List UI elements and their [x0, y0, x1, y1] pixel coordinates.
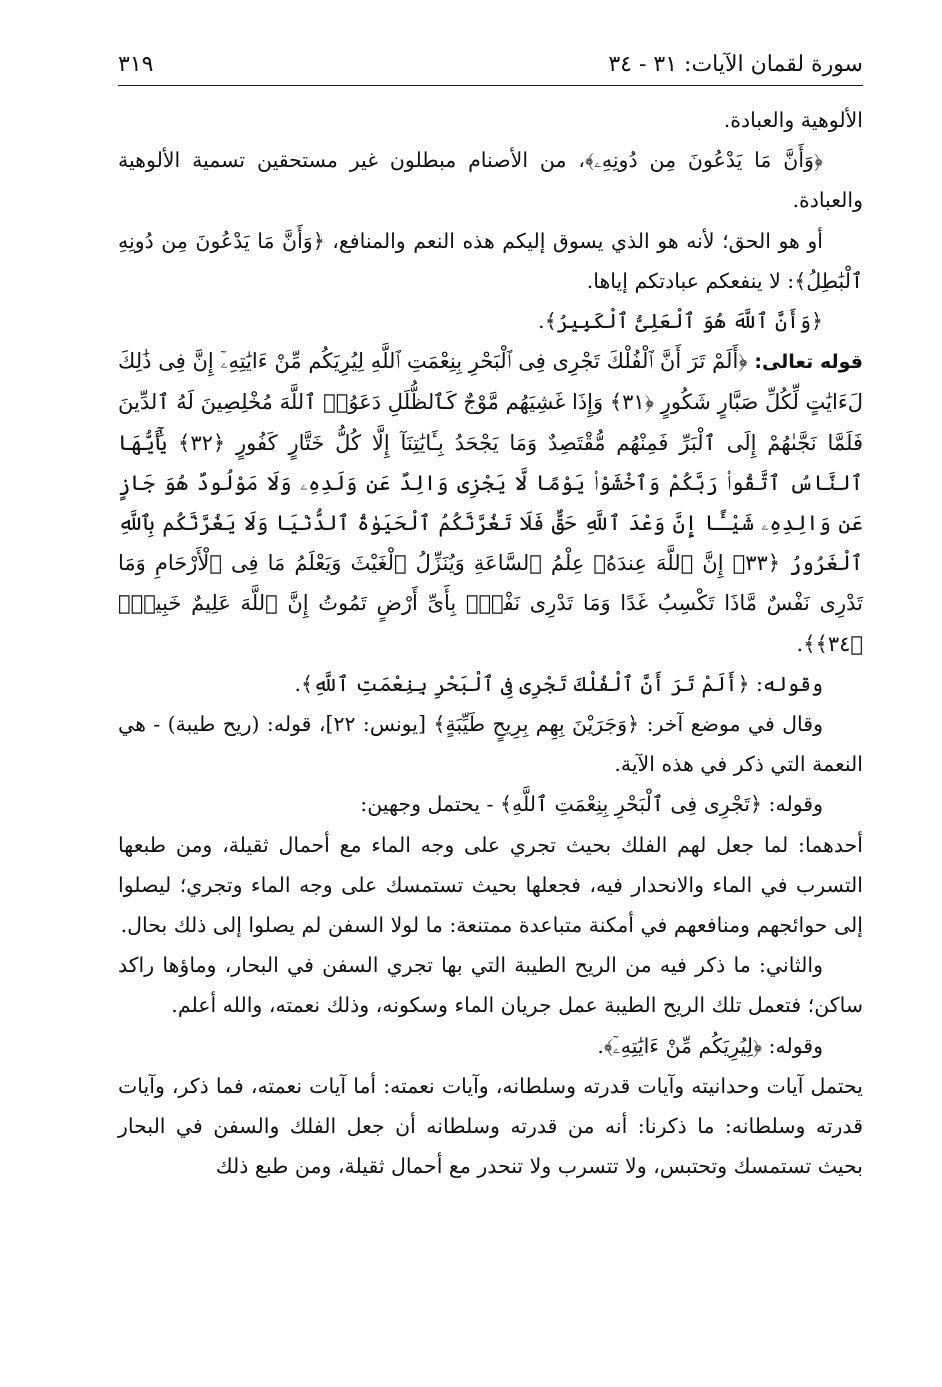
- paragraph: ﴿وَأَنَّ ٱللَّهَ هُوَ ٱلْعَلِىُّ ٱلْكَبِيرُ﴾.: [538, 309, 823, 334]
- paragraph: وقوله: ﴿تَجْرِى فِى ٱلْبَحْرِ بِنِعْمَتِ ٱللَّهِ﴾ - يحتمل وجهين:: [360, 792, 823, 817]
- verse-text: ﴿أَلَمْ تَرَ أَنَّ ٱلْفُلْكَ تَجْرِى فِى ٱلْبَحْرِ بِنِعْمَتِ ٱللَّهِ لِيُرِيَكُم مِّنْ ءَايَٰتِهِۦٓ إِنَّ فِى ذَٰلِكَ لَءَايَٰتٍ لِّكُلِّ صَبَّارٍ شَكُورٍ ﴿٣١﴾ وَإِذَا غَشِيَهُم مَّوْجٌ كَٱلظُّلَلِ دَعَوُا۟ ٱللَّهَ مُخْلِصِينَ لَهُ ٱلدِّينَ فَلَمَّا نَجَّىٰهُمْ إِلَى ٱلْبَرِّ فَمِنْهُم مُّقْتَصِدٌ وَمَا يَجْحَدُ بِـَٔايَٰتِنَآ إِلَّا كُلُّ خَتَّارٍ كَفُورٍ ﴿٣٢﴾ يَٰٓأَيُّهَا ٱلنَّاسُ ٱتَّقُوا۟ رَبَّكُمْ وَٱخْشَوْا۟ يَوْمًا لَّا يَجْزِى وَالِدٌ عَن وَلَدِهِۦ وَلَا مَوْلُودٌ هُوَ جَازٍ عَن وَالِدِهِۦ شَيْـًٔا إِنَّ وَعْدَ ٱللَّهِ حَقٌّ فَلَا تَغُرَّنَّكُمُ ٱلْحَيَوٰةُ ٱلدُّنْيَا وَلَا يَغُرَّنَّكُم بِٱللَّهِ ٱلْغَرُورُ ﴿٣٣﴾ إِنَّ ٱللَّهَ عِندَهُۥ عِلْمُ ٱلسَّاعَةِ وَيُنَزِّلُ ٱلْغَيْثَ وَيَعْلَمُ مَا فِى ٱلْأَرْحَامِ وَمَا تَدْرِى نَفْسٌ مَّاذَا تَكْسِبُ غَدًا وَمَا تَدْرِى نَفْسٌۢ بِأَىِّ أَرْضٍ تَمُوتُ إِنَّ ٱللَّهَ عَلِيمٌ خَبِيرٌۢ ﴿٣٤﴾﴾.: [118, 349, 863, 656]
- paragraph: الألوهية والعبادة.: [723, 108, 863, 132]
- paragraph: وقوله: ﴿أَلَمْ تَرَ أَنَّ ٱلْفُلْكَ تَجْرِى فِى ٱلْبَحْرِ بِنِعْمَتِ ٱللَّهِ﴾.: [294, 671, 823, 696]
- page-body: [118, 100, 863, 1186]
- page-number: ٣١٩: [118, 52, 154, 77]
- quran-verses-block: [118, 341, 863, 664]
- paragraph: ﴿وَأَنَّ مَا يَدْعُونَ مِن دُونِهِۦ﴾، من الأصنام مبطلون غير مستحقين تسمية الألوهية والعبادة.: [118, 148, 863, 213]
- page-header: [118, 40, 863, 86]
- paragraph: يحتمل آيات وحدانيته وآيات قدرته وسلطانه، وآيات نعمته: أما آيات نعمته، فما ذكر، وآيات قدرته وسلطانه: ما ذكرنا: أنه من قدرته وسلطانه أن جعل الفلك والسفن في البحار بحيث تستمسك وتحتبس، ولا تتسرب ولا تنحدر مع أحمال ثقيلة، ومن طبع ذلك: [118, 1073, 863, 1179]
- paragraph: أو هو الحق؛ لأنه هو الذي يسوق إليكم هذه النعم والمنافع، ﴿وَأَنَّ مَا يَدْعُونَ مِن دُونِهِ ٱلْبَٰطِلُ﴾: لا ينفعكم عبادتكم إياها.: [118, 228, 863, 293]
- header-rule: [118, 85, 863, 86]
- paragraph: وقال في موضع آخر: ﴿وَجَرَيْنَ بِهِم بِرِيحٍ طَيِّبَةٍ﴾ [يونس: ٢٢]، قوله: (ريح طيبة) - هي النعمة التي ذكر في هذه الآية.: [118, 712, 863, 777]
- paragraph: وقوله: ﴿لِيُرِيَكُم مِّنْ ءَايَٰتِهِۦٓ﴾.: [597, 1033, 823, 1058]
- verse-label: قوله تعالى:: [754, 351, 863, 374]
- paragraph: والثاني: ما ذكر فيه من الريح الطيبة التي بها تجري السفن في البحار، وماؤها راكد ساكن؛ فتعمل تلك الريح الطيبة عمل جريان الماء وسكونه، وذلك نعمته، والله أعلم.: [118, 953, 863, 1018]
- running-title: سورة لقمان الآيات: ٣١ - ٣٤: [608, 52, 863, 77]
- paragraph: أحدهما: لما جعل لهم الفلك بحيث تجري على وجه الماء مع أحمال ثقيلة، ومن طبعها التسرب في الماء والانحدار فيه، فجعلها بحيث تستمسك على وجه الماء وتجري؛ ليصلوا إلى حوائجهم ومنافعهم في أمكنة متباعدة ممتنعة: ما لولا السفن لم يصلوا إلى ذلك بحال.: [118, 832, 863, 938]
